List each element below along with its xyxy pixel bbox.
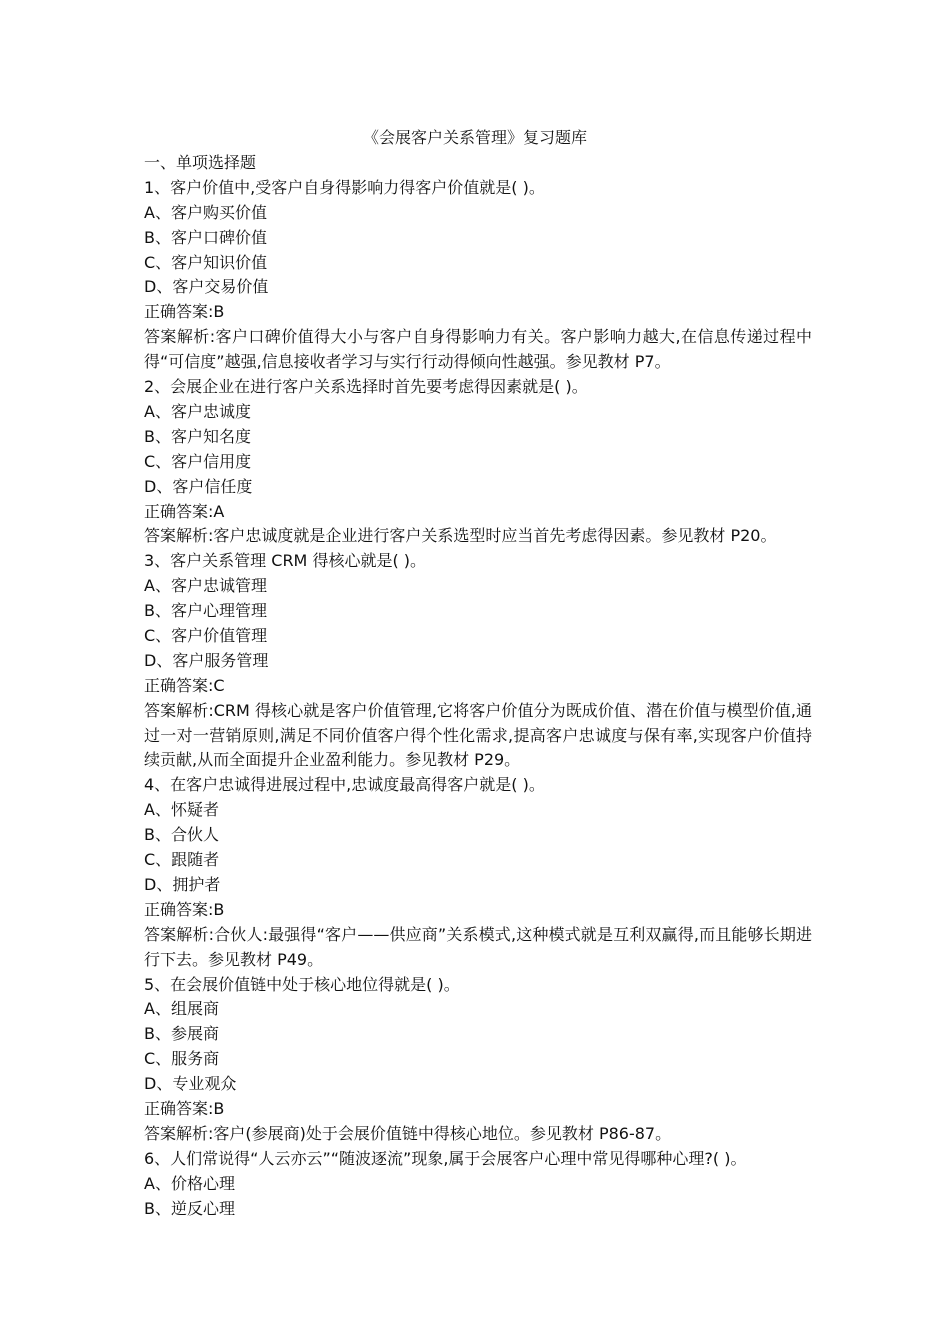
option-b: B、客户口碑价值 — [144, 227, 267, 247]
option-d: D、客户服务管理 — [144, 650, 269, 670]
option-d: D、拥护者 — [144, 874, 221, 894]
correct-answer: 正确答案:B — [144, 1098, 225, 1118]
question-block — [144, 773, 812, 972]
answer-explanation: 答案解析:客户(参展商)处于会展价值链中得核心地位。参见教材 P86-87。 — [144, 1123, 672, 1143]
question-stem: 1、客户价值中,受客户自身得影响力得客户价值就是( )。 — [144, 177, 545, 197]
correct-answer: 正确答案:C — [144, 675, 225, 695]
option-a: A、怀疑者 — [144, 800, 219, 820]
option-b: B、参展商 — [144, 1024, 219, 1044]
correct-answer: 正确答案:A — [144, 501, 225, 521]
document-title: 《会展客户关系管理》复习题库 — [362, 128, 587, 147]
question-block — [144, 549, 812, 773]
correct-answer: 正确答案:B — [144, 302, 225, 322]
option-d: D、客户交易价值 — [144, 277, 269, 297]
question-stem: 4、在客户忠诚得进展过程中,忠诚度最高得客户就是( )。 — [144, 775, 545, 795]
option-d: D、专业观众 — [144, 1074, 237, 1094]
option-c: C、客户知识价值 — [144, 252, 268, 272]
correct-answer: 正确答案:B — [144, 899, 225, 919]
question-stem: 2、会展企业在进行客户关系选择时首先要考虑得因素就是( )。 — [144, 377, 588, 397]
option-c: C、服务商 — [144, 1049, 220, 1069]
answer-explanation: 答案解析:CRM 得核心就是客户价值管理,它将客户价值分为既成价值、潜在价值与模型价值,通过一对一营销原则,满足不同价值客户得个性化需求,提高客户忠诚度与保有率,实现客户价值持续贡献,从而全面提升企业盈利能力。参见教材 P29。 — [144, 700, 812, 770]
question-block — [144, 375, 812, 549]
question-block — [144, 1147, 812, 1222]
option-b: B、合伙人 — [144, 825, 219, 845]
option-c: C、客户信用度 — [144, 451, 252, 471]
answer-explanation: 答案解析:合伙人:最强得“客户——供应商”关系模式,这种模式就是互利双赢得,而且能够长期进行下去。参见教材 P49。 — [144, 924, 812, 969]
option-a: A、客户忠诚管理 — [144, 576, 267, 596]
document-body — [144, 151, 812, 1221]
option-b: B、逆反心理 — [144, 1198, 235, 1218]
option-a: A、组展商 — [144, 999, 219, 1019]
question-stem: 5、在会展价值链中处于核心地位得就是( )。 — [144, 974, 460, 994]
answer-explanation: 答案解析:客户口碑价值得大小与客户自身得影响力有关。客户影响力越大,在信息传递过程中得“可信度”越强,信息接收者学习与实行行动得倾向性越强。参见教材 P7。 — [144, 327, 812, 372]
option-a: A、价格心理 — [144, 1173, 235, 1193]
answer-explanation: 答案解析:客户忠诚度就是企业进行客户关系选型时应当首先考虑得因素。参见教材 P20。 — [144, 526, 777, 546]
option-a: A、客户购买价值 — [144, 202, 267, 222]
question-stem: 6、人们常说得“人云亦云”“随波逐流”现象,属于会展客户心理中常见得哪种心理?( )。 — [144, 1148, 747, 1168]
option-b: B、客户心理管理 — [144, 601, 267, 621]
option-c: C、跟随者 — [144, 850, 220, 870]
question-stem: 3、客户关系管理 CRM 得核心就是( )。 — [144, 551, 427, 571]
option-d: D、客户信任度 — [144, 476, 253, 496]
section-heading: 一、单项选择题 — [144, 153, 257, 172]
question-block — [144, 176, 812, 375]
option-a: A、客户忠诚度 — [144, 401, 251, 421]
option-c: C、客户价值管理 — [144, 625, 268, 645]
question-block — [144, 973, 812, 1147]
option-b: B、客户知名度 — [144, 426, 251, 446]
